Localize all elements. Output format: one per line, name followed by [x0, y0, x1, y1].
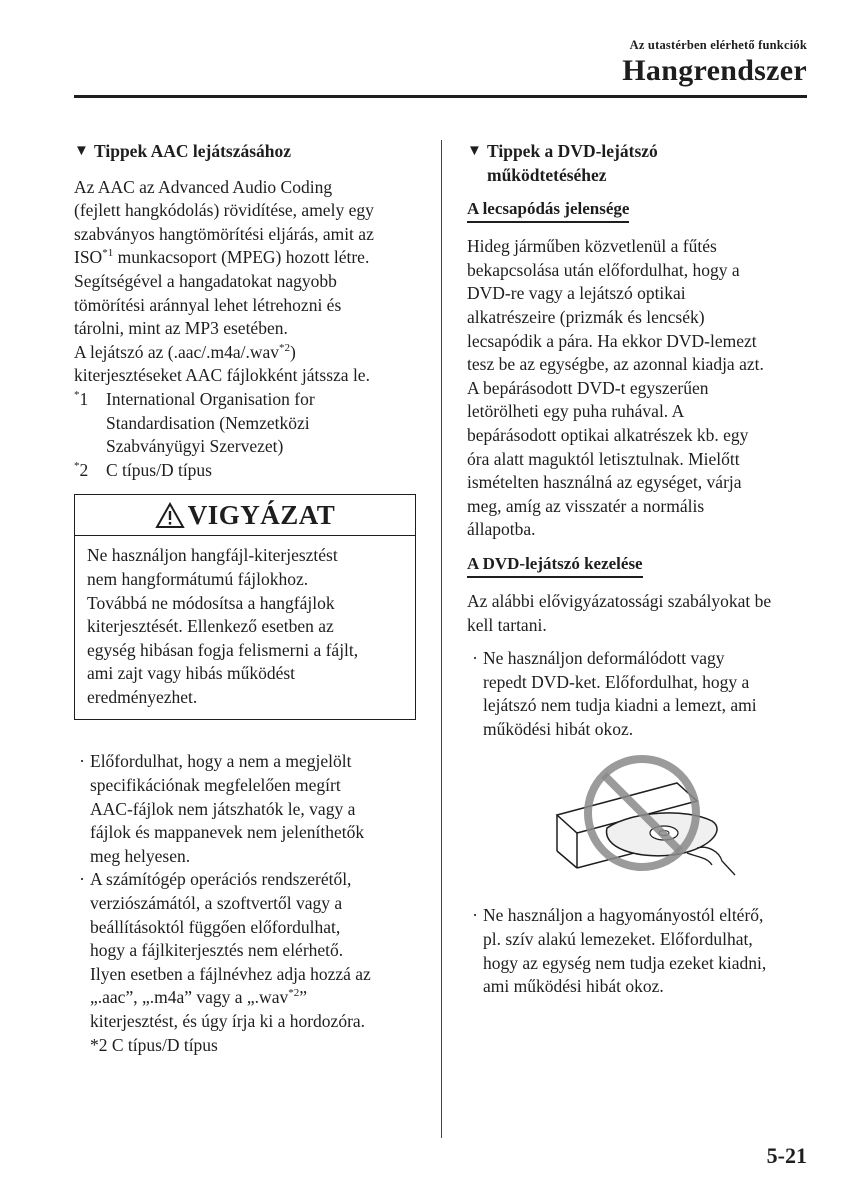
subheading-handling: A DVD-lejátszó kezelése [467, 552, 643, 578]
left-column [74, 140, 419, 1057]
caution-header [75, 495, 415, 536]
warped-disc-prohibited-illustration [547, 753, 737, 883]
caution-box [74, 494, 416, 720]
header-section: Az utastérben elérhető funkciók [629, 38, 807, 52]
footnote-2: *2 C típus/D típus [74, 459, 212, 480]
list-item: · Ne használjon deformálódott vagy repedt DVD-ket. Előfordulhat, hogy a lejátszó nem tudja kiadni a lemezt, ami működési hibát okoz. [472, 648, 757, 739]
down-triangle-icon: ▼ [467, 143, 482, 159]
footnote-ref-2: *2 [279, 341, 291, 354]
aac-intro: Az AAC az Advanced Audio Coding (fejlett hangkódolás) rövidítése, amely egy szabványos hangtömörítési eljárás, amit az ISO$^{*1}$ munkacsoport (MPEG) hozott létre. Segítségével a hangadatokat nagyobb tömörítési aránnyal lehet létrehozni és tárolni, mint az MP3 esetében. A lejátszó az (.aac/.m4a/.wav$^{*2}$) kiterjesztéseket AAC fájlokként játssza le. [74, 176, 374, 386]
warning-triangle-icon [155, 502, 185, 529]
section-heading-aac: ▼ Tippek AAC lejátszásához [74, 140, 419, 164]
list-item: · A számítógép operációs rendszerétől, verziószámától, a szoftvertől vagy a beállításoktól függően előfordulhat, hogy a fájlkiterjesztés nem elérhető. Ilyen esetben a fájlnévhez adja hozzá az „.aac”, „.m4a” vagy a „.wav$^{*2}$” kiterjesztést, és úgy írja ki a hordozóra. *2 C típus/D típus [79, 869, 371, 1055]
header-rule [74, 95, 807, 98]
section-heading-dvd: ▼ Tippek a DVD-lejátszó működtetéséhez [467, 140, 812, 187]
subheading-condensation: A lecsapódás jelensége [467, 197, 629, 223]
footnote-1: *1 International Organisation for Standardisation (Nemzetközi Szabványügyi Szervezet) [74, 388, 315, 457]
condensation-text: Hideg járműben közvetlenül a fűtés bekapcsolása után előfordulhat, hogy a DVD-re vagy a lejátszó optikai alkatrészeire (prizmák és lencsék) lecsapódik a pára. Ha ekkor DVD-lemezt tesz be az egységbe, az azonnal kiadja azt. A bepárásodott DVD-t egyszerűen letörölheti egy puha ruhával. A bepárásodott optikai alkatrészek kb. egy óra alatt maguktól letisztulnak. Mielőtt ismételten használná az egységet, várja meg, amíg az visszatér a normális állapotba. [467, 236, 764, 540]
caution-body: Ne használjon hangfájl-kiterjesztést nem hangformátumú fájlokhoz. Továbbá ne módosítsa a hangfájlok kiterjesztését. Ellenkező esetben az egység hibásan fogja felismerni a fájlt, ami zajt vagy hibás működést eredményezhet. [87, 545, 359, 707]
footnote-ref-1: *1 [102, 247, 114, 260]
page-title: Hangrendszer [622, 54, 807, 87]
right-column [467, 140, 812, 999]
list-item: · Ne használjon a hagyományostól eltérő, pl. szív alakú lemezeket. Előfordulhat, hogy az egység nem tudja ezeket kiadni, ami működési hibát okoz. [472, 905, 767, 997]
page-number: 5-21 [766, 1143, 807, 1168]
handling-text: Az alábbi elővigyázatossági szabályokat be kell tartani. [467, 590, 772, 635]
hand-icon [697, 848, 735, 876]
down-triangle-icon: ▼ [74, 143, 89, 159]
list-item: · Előfordulhat, hogy a nem a megjelölt specifikációnak megfelelően megírt AAC-fájlok nem játszhatók le, vagy a fájlok és mappanevek nem jeleníthetők meg helyesen. [79, 751, 365, 866]
caution-title: VIGYÁZAT [187, 499, 336, 530]
column-divider [441, 140, 442, 1138]
